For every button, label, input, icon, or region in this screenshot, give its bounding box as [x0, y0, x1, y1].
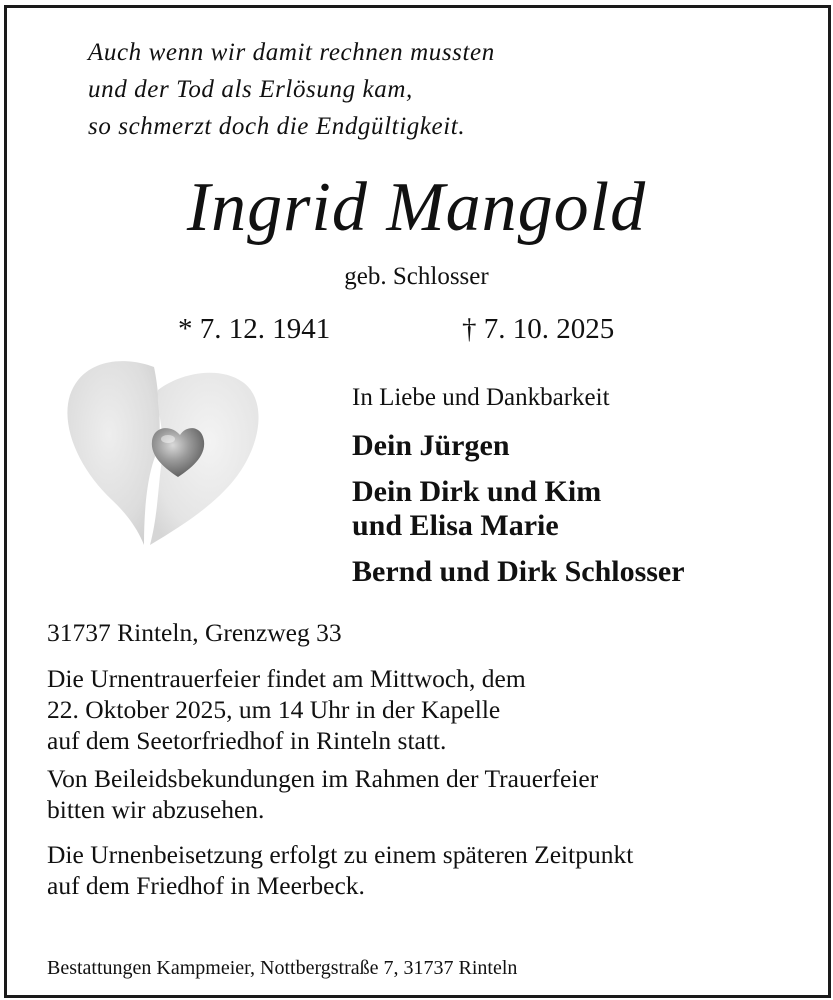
condolence-line: bitten wir abzusehen.	[47, 795, 265, 824]
mourner-name: und Elisa Marie	[352, 509, 559, 542]
mourner-name: Bernd und Dirk Schlosser	[352, 555, 685, 588]
notice-body	[47, 617, 633, 911]
burial-line: auf dem Friedhof in Meerbeck.	[47, 871, 365, 900]
burial-line: Die Urnenbeisetzung erfolgt zu einem späteren Zeitpunkt	[47, 840, 634, 869]
death-date: † 7. 10. 2025	[462, 313, 615, 345]
quote-line: Auch wenn wir damit rechnen mussten	[88, 39, 495, 66]
address: 31737 Rinteln, Grenzweg 33	[47, 618, 342, 647]
condolence-line: Von Beileidsbekundungen im Rahmen der Trauerfeier	[47, 764, 599, 793]
condolence-note	[47, 763, 633, 825]
burial-info	[47, 839, 633, 901]
funeral-home-footer: Bestattungen Kampmeier, Nottbergstraße 7, 31737 Rinteln	[47, 957, 518, 979]
mourners-section	[352, 381, 685, 589]
mourners-intro: In Liebe und Dankbarkeit	[352, 384, 610, 411]
ceremony-line: Die Urnentrauerfeier findet am Mittwoch, dem	[47, 664, 526, 693]
ceremony-info	[47, 663, 633, 756]
maiden-name: geb. Schlosser	[344, 263, 489, 290]
quote-line: so schmerzt doch die Endgültigkeit.	[88, 113, 466, 140]
heart-icon	[62, 355, 267, 555]
birth-date: * 7. 12. 1941	[178, 313, 331, 345]
ceremony-line: auf dem Seetorfriedhof in Rinteln statt.	[47, 726, 447, 755]
deceased-name: Ingrid Mangold	[186, 169, 647, 246]
opening-quote	[88, 34, 495, 145]
quote-line: und der Tod als Erlösung kam,	[88, 76, 413, 103]
mourner-name: Dein Dirk und Kim	[352, 475, 602, 508]
mourner-name: Dein Jürgen	[352, 429, 510, 462]
ceremony-line: 22. Oktober 2025, um 14 Uhr in der Kapelle	[47, 695, 501, 724]
